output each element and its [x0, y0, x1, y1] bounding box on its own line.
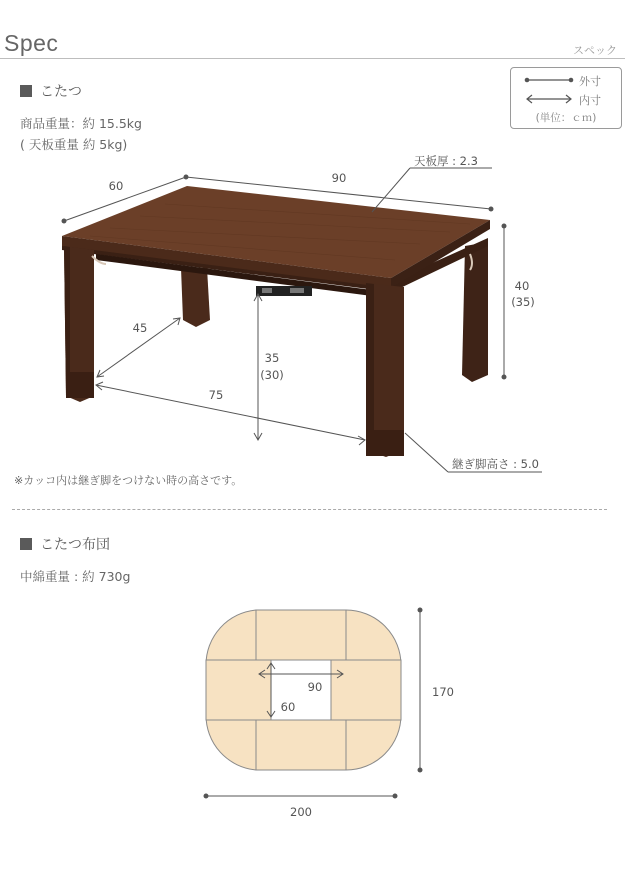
dim-futon-hole-width: 90 — [307, 680, 323, 694]
futon-weight: 中綿重量 : 約 730g — [20, 569, 131, 584]
legend-outer-label: 外寸 — [579, 75, 601, 88]
title-divider — [0, 58, 625, 59]
dim-top-thickness: 天板厚 : 2.3 — [414, 154, 478, 168]
futon-heading — [20, 534, 110, 554]
dim-futon-depth: 170 — [432, 685, 454, 699]
futon-diagram — [0, 600, 625, 830]
dim-width: 90 — [331, 171, 347, 185]
page-title: Spec — [4, 30, 59, 56]
height-note: ※カッコ内は継ぎ脚をつけない時の高さです。 — [14, 474, 243, 487]
dim-height: 40 — [514, 279, 530, 293]
dim-under-depth: 45 — [132, 321, 148, 335]
dim-under-width: 75 — [208, 388, 224, 402]
kotatsu-weight — [20, 113, 142, 155]
legend-unit: (単位：ｃｍ) — [535, 112, 597, 124]
square-bullet-icon — [20, 85, 32, 97]
section-divider — [12, 509, 607, 510]
legend-box — [510, 67, 622, 129]
dim-depth: 60 — [108, 179, 124, 193]
dim-leg-extension: 継ぎ脚高さ : 5.0 — [452, 457, 539, 471]
square-bullet-icon — [20, 538, 32, 550]
dim-futon-hole-depth: 60 — [280, 700, 296, 714]
kotatsu-heading-text: こたつ — [40, 84, 82, 100]
kotatsu-weight-line2: ( 天板重量 約 5kg) — [20, 137, 128, 152]
dim-under-height-inner: (30) — [260, 368, 284, 382]
futon-heading-text: こたつ布団 — [40, 537, 110, 553]
dim-futon-width: 200 — [290, 805, 312, 819]
dim-under-height: 35 — [264, 351, 280, 365]
kotatsu-heading — [20, 81, 82, 101]
legend-inner-label: 内寸 — [579, 94, 601, 107]
kotatsu-diagram — [0, 150, 625, 480]
kotatsu-weight-line1: 商品重量：約 15.5kg — [20, 116, 142, 131]
page-subtitle: スペック — [573, 44, 617, 57]
dim-height-inner: (35) — [511, 295, 535, 309]
